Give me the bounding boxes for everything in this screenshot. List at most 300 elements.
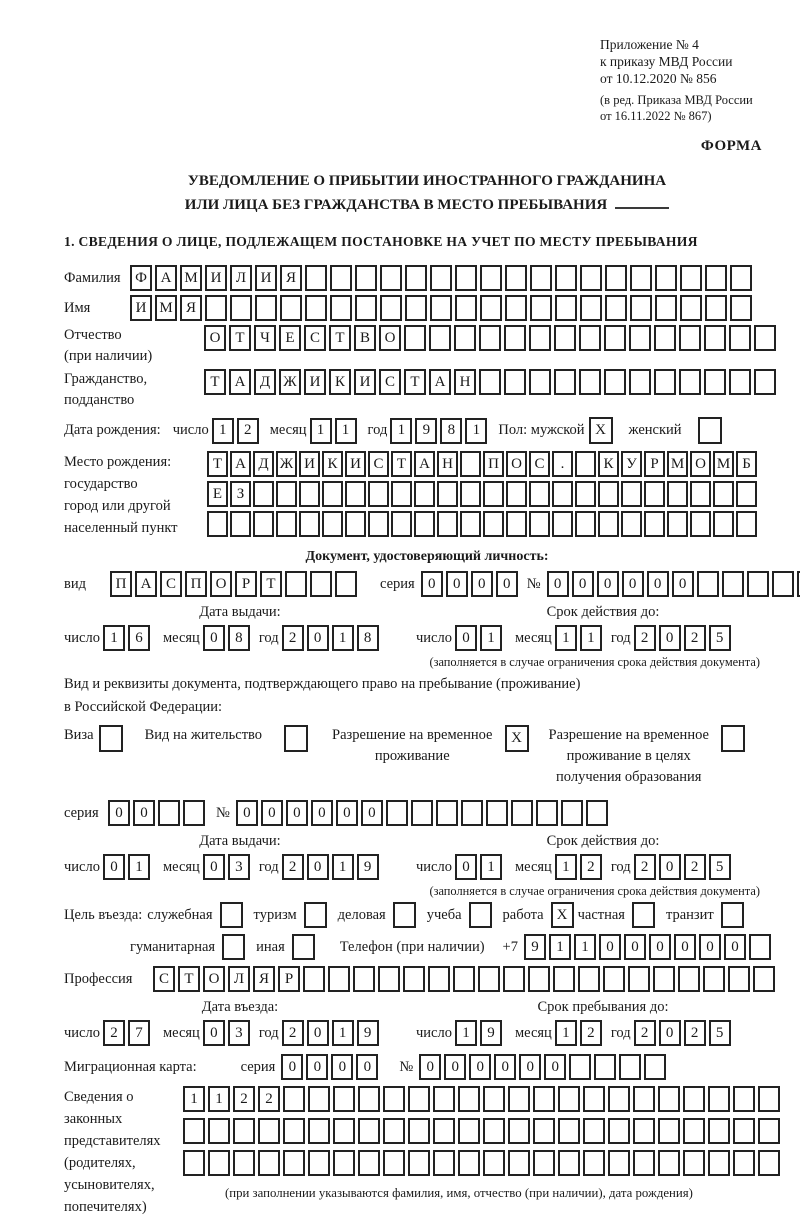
char-box[interactable] bbox=[504, 325, 526, 351]
char-box[interactable] bbox=[345, 511, 366, 537]
char-box[interactable]: 0 bbox=[307, 1020, 329, 1046]
char-box[interactable] bbox=[722, 571, 744, 597]
char-box[interactable] bbox=[479, 369, 501, 395]
char-box[interactable] bbox=[158, 800, 180, 826]
char-box[interactable] bbox=[578, 966, 600, 992]
char-box[interactable]: 1 bbox=[549, 934, 571, 960]
char-box[interactable] bbox=[533, 1118, 555, 1144]
char-box[interactable]: 1 bbox=[332, 1020, 354, 1046]
char-box[interactable] bbox=[308, 1086, 330, 1112]
char-box[interactable] bbox=[503, 966, 525, 992]
char-box[interactable]: 1 bbox=[465, 418, 487, 444]
char-box[interactable] bbox=[283, 1086, 305, 1112]
char-box[interactable]: 0 bbox=[624, 934, 646, 960]
char-box[interactable] bbox=[205, 295, 227, 321]
char-box[interactable] bbox=[285, 571, 307, 597]
char-box[interactable]: 1 bbox=[480, 854, 502, 880]
char-box[interactable]: П bbox=[483, 451, 504, 477]
char-box[interactable] bbox=[330, 295, 352, 321]
char-box[interactable]: 1 bbox=[332, 625, 354, 651]
char-box[interactable]: Р bbox=[278, 966, 300, 992]
char-box[interactable] bbox=[529, 369, 551, 395]
char-box[interactable]: 3 bbox=[228, 854, 250, 880]
char-box[interactable]: 0 bbox=[622, 571, 644, 597]
char-box[interactable]: 0 bbox=[306, 1054, 328, 1080]
char-box[interactable] bbox=[386, 800, 408, 826]
purpose-official-checkbox[interactable] bbox=[220, 902, 243, 928]
char-box[interactable]: 1 bbox=[580, 625, 602, 651]
char-box[interactable] bbox=[628, 966, 650, 992]
char-box[interactable] bbox=[680, 265, 702, 291]
char-box[interactable] bbox=[258, 1150, 280, 1176]
char-box[interactable]: Ж bbox=[279, 369, 301, 395]
char-box[interactable] bbox=[433, 1118, 455, 1144]
char-box[interactable] bbox=[729, 325, 751, 351]
char-box[interactable] bbox=[713, 511, 734, 537]
char-box[interactable] bbox=[508, 1086, 530, 1112]
char-box[interactable]: С bbox=[529, 451, 550, 477]
char-box[interactable] bbox=[697, 571, 719, 597]
char-box[interactable] bbox=[555, 295, 577, 321]
char-box[interactable] bbox=[299, 481, 320, 507]
char-box[interactable] bbox=[772, 571, 794, 597]
char-box[interactable]: Т bbox=[229, 325, 251, 351]
char-box[interactable] bbox=[322, 511, 343, 537]
char-box[interactable]: 0 bbox=[544, 1054, 566, 1080]
char-box[interactable]: 0 bbox=[471, 571, 493, 597]
char-box[interactable] bbox=[430, 295, 452, 321]
char-box[interactable] bbox=[736, 481, 757, 507]
char-box[interactable] bbox=[530, 295, 552, 321]
char-box[interactable] bbox=[345, 481, 366, 507]
char-box[interactable]: О bbox=[203, 966, 225, 992]
char-box[interactable]: 0 bbox=[547, 571, 569, 597]
char-box[interactable] bbox=[255, 295, 277, 321]
char-box[interactable]: 2 bbox=[258, 1086, 280, 1112]
char-box[interactable] bbox=[508, 1150, 530, 1176]
char-box[interactable] bbox=[408, 1086, 430, 1112]
char-box[interactable]: 1 bbox=[574, 934, 596, 960]
char-box[interactable] bbox=[430, 265, 452, 291]
char-box[interactable] bbox=[604, 369, 626, 395]
char-box[interactable] bbox=[433, 1150, 455, 1176]
char-box[interactable]: 0 bbox=[307, 625, 329, 651]
char-box[interactable] bbox=[391, 511, 412, 537]
char-box[interactable] bbox=[460, 481, 481, 507]
char-box[interactable] bbox=[378, 966, 400, 992]
char-box[interactable]: 0 bbox=[133, 800, 155, 826]
char-box[interactable]: Е bbox=[207, 481, 228, 507]
char-box[interactable] bbox=[733, 1086, 755, 1112]
char-box[interactable]: К bbox=[598, 451, 619, 477]
char-box[interactable]: 0 bbox=[659, 625, 681, 651]
char-box[interactable] bbox=[405, 295, 427, 321]
char-box[interactable] bbox=[355, 295, 377, 321]
char-box[interactable]: М bbox=[667, 451, 688, 477]
char-box[interactable]: Л bbox=[228, 966, 250, 992]
char-box[interactable]: 0 bbox=[599, 934, 621, 960]
char-box[interactable] bbox=[308, 1150, 330, 1176]
char-box[interactable] bbox=[678, 966, 700, 992]
char-box[interactable]: А bbox=[229, 369, 251, 395]
char-box[interactable] bbox=[433, 1086, 455, 1112]
char-box[interactable] bbox=[280, 295, 302, 321]
char-box[interactable] bbox=[330, 265, 352, 291]
char-box[interactable] bbox=[758, 1086, 780, 1112]
char-box[interactable] bbox=[797, 571, 800, 597]
char-box[interactable]: 9 bbox=[524, 934, 546, 960]
char-box[interactable] bbox=[454, 325, 476, 351]
char-box[interactable]: К bbox=[322, 451, 343, 477]
purpose-transit-checkbox[interactable] bbox=[721, 902, 744, 928]
char-box[interactable] bbox=[308, 1118, 330, 1144]
char-box[interactable] bbox=[536, 800, 558, 826]
char-box[interactable] bbox=[358, 1086, 380, 1112]
char-box[interactable]: А bbox=[230, 451, 251, 477]
char-box[interactable]: 0 bbox=[647, 571, 669, 597]
char-box[interactable]: 0 bbox=[699, 934, 721, 960]
char-box[interactable] bbox=[183, 1150, 205, 1176]
char-box[interactable] bbox=[207, 511, 228, 537]
char-box[interactable] bbox=[483, 511, 504, 537]
char-box[interactable] bbox=[504, 369, 526, 395]
char-box[interactable]: 1 bbox=[332, 854, 354, 880]
char-box[interactable]: 5 bbox=[709, 854, 731, 880]
char-box[interactable]: П bbox=[185, 571, 207, 597]
char-box[interactable]: 0 bbox=[203, 854, 225, 880]
char-box[interactable]: Т bbox=[329, 325, 351, 351]
char-box[interactable]: И bbox=[130, 295, 152, 321]
char-box[interactable] bbox=[183, 1118, 205, 1144]
char-box[interactable]: С bbox=[304, 325, 326, 351]
char-box[interactable]: 1 bbox=[335, 418, 357, 444]
char-box[interactable] bbox=[460, 451, 481, 477]
char-box[interactable]: О bbox=[210, 571, 232, 597]
char-box[interactable] bbox=[754, 369, 776, 395]
char-box[interactable] bbox=[598, 511, 619, 537]
char-box[interactable]: 0 bbox=[496, 571, 518, 597]
char-box[interactable]: Я bbox=[253, 966, 275, 992]
char-box[interactable] bbox=[703, 966, 725, 992]
char-box[interactable] bbox=[233, 1118, 255, 1144]
char-box[interactable]: 6 bbox=[128, 625, 150, 651]
char-box[interactable] bbox=[753, 966, 775, 992]
char-box[interactable] bbox=[533, 1086, 555, 1112]
char-box[interactable]: 2 bbox=[634, 625, 656, 651]
char-box[interactable] bbox=[333, 1086, 355, 1112]
char-box[interactable] bbox=[629, 369, 651, 395]
char-box[interactable]: С bbox=[153, 966, 175, 992]
char-box[interactable] bbox=[428, 966, 450, 992]
char-box[interactable] bbox=[558, 1118, 580, 1144]
char-box[interactable] bbox=[644, 511, 665, 537]
char-box[interactable] bbox=[555, 265, 577, 291]
char-box[interactable]: 0 bbox=[336, 800, 358, 826]
char-box[interactable]: Б bbox=[736, 451, 757, 477]
char-box[interactable] bbox=[705, 265, 727, 291]
char-box[interactable] bbox=[667, 511, 688, 537]
char-box[interactable] bbox=[561, 800, 583, 826]
char-box[interactable] bbox=[455, 265, 477, 291]
char-box[interactable]: И bbox=[354, 369, 376, 395]
char-box[interactable] bbox=[283, 1150, 305, 1176]
char-box[interactable] bbox=[479, 325, 501, 351]
char-box[interactable] bbox=[633, 1086, 655, 1112]
char-box[interactable]: 1 bbox=[212, 418, 234, 444]
char-box[interactable] bbox=[667, 481, 688, 507]
char-box[interactable] bbox=[358, 1118, 380, 1144]
char-box[interactable]: Е bbox=[279, 325, 301, 351]
char-box[interactable] bbox=[355, 265, 377, 291]
purpose-study-checkbox[interactable] bbox=[469, 902, 492, 928]
char-box[interactable] bbox=[380, 265, 402, 291]
char-box[interactable]: 0 bbox=[724, 934, 746, 960]
char-box[interactable]: 2 bbox=[233, 1086, 255, 1112]
char-box[interactable]: 2 bbox=[634, 1020, 656, 1046]
char-box[interactable]: 0 bbox=[203, 1020, 225, 1046]
char-box[interactable]: С bbox=[160, 571, 182, 597]
char-box[interactable] bbox=[708, 1086, 730, 1112]
char-box[interactable] bbox=[478, 966, 500, 992]
char-box[interactable] bbox=[683, 1118, 705, 1144]
char-box[interactable] bbox=[598, 481, 619, 507]
char-box[interactable] bbox=[230, 511, 251, 537]
char-box[interactable] bbox=[183, 800, 205, 826]
char-box[interactable]: А bbox=[135, 571, 157, 597]
char-box[interactable] bbox=[483, 1086, 505, 1112]
char-box[interactable]: 1 bbox=[555, 1020, 577, 1046]
char-box[interactable] bbox=[528, 966, 550, 992]
char-box[interactable] bbox=[411, 800, 433, 826]
char-box[interactable] bbox=[583, 1086, 605, 1112]
char-box[interactable] bbox=[644, 481, 665, 507]
char-box[interactable] bbox=[368, 481, 389, 507]
char-box[interactable] bbox=[683, 1086, 705, 1112]
char-box[interactable]: А bbox=[429, 369, 451, 395]
char-box[interactable]: 1 bbox=[128, 854, 150, 880]
char-box[interactable]: 0 bbox=[455, 854, 477, 880]
char-box[interactable]: С bbox=[368, 451, 389, 477]
char-box[interactable] bbox=[658, 1118, 680, 1144]
char-box[interactable]: 0 bbox=[103, 854, 125, 880]
char-box[interactable]: И bbox=[299, 451, 320, 477]
char-box[interactable] bbox=[654, 325, 676, 351]
char-box[interactable] bbox=[233, 1150, 255, 1176]
char-box[interactable] bbox=[253, 481, 274, 507]
char-box[interactable] bbox=[653, 966, 675, 992]
char-box[interactable] bbox=[733, 1150, 755, 1176]
char-box[interactable]: 9 bbox=[415, 418, 437, 444]
char-box[interactable]: 0 bbox=[311, 800, 333, 826]
char-box[interactable] bbox=[704, 369, 726, 395]
char-box[interactable] bbox=[483, 1150, 505, 1176]
char-box[interactable] bbox=[608, 1086, 630, 1112]
char-box[interactable] bbox=[580, 265, 602, 291]
char-box[interactable]: 1 bbox=[555, 625, 577, 651]
char-box[interactable]: О bbox=[690, 451, 711, 477]
char-box[interactable]: Я bbox=[280, 265, 302, 291]
char-box[interactable]: Л bbox=[230, 265, 252, 291]
char-box[interactable]: 0 bbox=[674, 934, 696, 960]
char-box[interactable]: 5 bbox=[709, 1020, 731, 1046]
char-box[interactable]: Р bbox=[644, 451, 665, 477]
char-box[interactable]: 0 bbox=[421, 571, 443, 597]
char-box[interactable] bbox=[511, 800, 533, 826]
char-box[interactable] bbox=[644, 1054, 666, 1080]
char-box[interactable]: В bbox=[354, 325, 376, 351]
char-box[interactable] bbox=[749, 934, 771, 960]
char-box[interactable]: 0 bbox=[519, 1054, 541, 1080]
char-box[interactable]: 0 bbox=[659, 854, 681, 880]
char-box[interactable]: 1 bbox=[310, 418, 332, 444]
char-box[interactable] bbox=[333, 1118, 355, 1144]
visa-checkbox[interactable] bbox=[99, 725, 123, 752]
char-box[interactable]: 8 bbox=[357, 625, 379, 651]
char-box[interactable]: М bbox=[155, 295, 177, 321]
char-box[interactable] bbox=[730, 265, 752, 291]
char-box[interactable] bbox=[460, 511, 481, 537]
char-box[interactable] bbox=[708, 1118, 730, 1144]
char-box[interactable]: З bbox=[230, 481, 251, 507]
purpose-work-checkbox[interactable]: X bbox=[551, 902, 574, 928]
char-box[interactable]: А bbox=[155, 265, 177, 291]
char-box[interactable] bbox=[505, 265, 527, 291]
char-box[interactable] bbox=[713, 481, 734, 507]
char-box[interactable] bbox=[730, 295, 752, 321]
char-box[interactable] bbox=[299, 511, 320, 537]
char-box[interactable] bbox=[437, 511, 458, 537]
char-box[interactable] bbox=[621, 481, 642, 507]
char-box[interactable] bbox=[655, 295, 677, 321]
char-box[interactable] bbox=[310, 571, 332, 597]
char-box[interactable]: Т bbox=[204, 369, 226, 395]
char-box[interactable]: 0 bbox=[236, 800, 258, 826]
char-box[interactable] bbox=[358, 1150, 380, 1176]
char-box[interactable] bbox=[480, 265, 502, 291]
char-box[interactable] bbox=[533, 1150, 555, 1176]
char-box[interactable] bbox=[690, 511, 711, 537]
char-box[interactable]: 1 bbox=[390, 418, 412, 444]
char-box[interactable]: 2 bbox=[580, 854, 602, 880]
char-box[interactable] bbox=[552, 511, 573, 537]
char-box[interactable] bbox=[733, 1118, 755, 1144]
char-box[interactable] bbox=[391, 481, 412, 507]
char-box[interactable] bbox=[655, 265, 677, 291]
char-box[interactable]: Я bbox=[180, 295, 202, 321]
char-box[interactable]: У bbox=[621, 451, 642, 477]
temp-permit-checkbox[interactable]: X bbox=[505, 725, 529, 752]
char-box[interactable] bbox=[328, 966, 350, 992]
char-box[interactable] bbox=[608, 1150, 630, 1176]
char-box[interactable] bbox=[461, 800, 483, 826]
char-box[interactable]: 1 bbox=[555, 854, 577, 880]
char-box[interactable] bbox=[554, 369, 576, 395]
char-box[interactable]: Н bbox=[454, 369, 476, 395]
char-box[interactable]: 1 bbox=[455, 1020, 477, 1046]
char-box[interactable]: Т bbox=[404, 369, 426, 395]
char-box[interactable]: 0 bbox=[494, 1054, 516, 1080]
char-box[interactable] bbox=[586, 800, 608, 826]
char-box[interactable] bbox=[758, 1150, 780, 1176]
purpose-other-checkbox[interactable] bbox=[292, 934, 315, 960]
char-box[interactable] bbox=[230, 295, 252, 321]
char-box[interactable] bbox=[705, 295, 727, 321]
char-box[interactable] bbox=[276, 511, 297, 537]
char-box[interactable]: И bbox=[345, 451, 366, 477]
char-box[interactable]: 0 bbox=[281, 1054, 303, 1080]
char-box[interactable] bbox=[604, 325, 626, 351]
char-box[interactable] bbox=[621, 511, 642, 537]
char-box[interactable]: О bbox=[506, 451, 527, 477]
char-box[interactable]: Т bbox=[391, 451, 412, 477]
char-box[interactable]: 1 bbox=[208, 1086, 230, 1112]
char-box[interactable]: 0 bbox=[572, 571, 594, 597]
char-box[interactable] bbox=[558, 1086, 580, 1112]
char-box[interactable]: М bbox=[180, 265, 202, 291]
char-box[interactable]: А bbox=[414, 451, 435, 477]
char-box[interactable]: 7 bbox=[128, 1020, 150, 1046]
char-box[interactable]: Т bbox=[207, 451, 228, 477]
char-box[interactable]: О bbox=[379, 325, 401, 351]
char-box[interactable]: 9 bbox=[357, 1020, 379, 1046]
char-box[interactable]: 0 bbox=[361, 800, 383, 826]
char-box[interactable] bbox=[404, 325, 426, 351]
char-box[interactable] bbox=[506, 511, 527, 537]
char-box[interactable]: 0 bbox=[331, 1054, 353, 1080]
purpose-tourism-checkbox[interactable] bbox=[304, 902, 327, 928]
char-box[interactable] bbox=[458, 1086, 480, 1112]
char-box[interactable]: 0 bbox=[419, 1054, 441, 1080]
char-box[interactable] bbox=[553, 966, 575, 992]
char-box[interactable] bbox=[580, 295, 602, 321]
char-box[interactable]: М bbox=[713, 451, 734, 477]
char-box[interactable]: 9 bbox=[357, 854, 379, 880]
char-box[interactable]: 0 bbox=[597, 571, 619, 597]
char-box[interactable] bbox=[408, 1150, 430, 1176]
char-box[interactable] bbox=[429, 325, 451, 351]
temp-permit-edu-checkbox[interactable] bbox=[721, 725, 745, 752]
char-box[interactable] bbox=[654, 369, 676, 395]
char-box[interactable]: 2 bbox=[282, 854, 304, 880]
char-box[interactable] bbox=[704, 325, 726, 351]
char-box[interactable] bbox=[403, 966, 425, 992]
char-box[interactable]: 0 bbox=[261, 800, 283, 826]
char-box[interactable] bbox=[736, 511, 757, 537]
char-box[interactable] bbox=[383, 1086, 405, 1112]
char-box[interactable]: И bbox=[255, 265, 277, 291]
char-box[interactable]: 0 bbox=[286, 800, 308, 826]
char-box[interactable] bbox=[583, 1150, 605, 1176]
char-box[interactable]: 1 bbox=[183, 1086, 205, 1112]
char-box[interactable] bbox=[283, 1118, 305, 1144]
char-box[interactable]: К bbox=[329, 369, 351, 395]
char-box[interactable]: 2 bbox=[237, 418, 259, 444]
char-box[interactable] bbox=[583, 1118, 605, 1144]
char-box[interactable] bbox=[506, 481, 527, 507]
char-box[interactable]: П bbox=[110, 571, 132, 597]
char-box[interactable] bbox=[728, 966, 750, 992]
char-box[interactable]: . bbox=[552, 451, 573, 477]
char-box[interactable] bbox=[258, 1118, 280, 1144]
char-box[interactable] bbox=[658, 1150, 680, 1176]
char-box[interactable] bbox=[480, 295, 502, 321]
char-box[interactable] bbox=[380, 295, 402, 321]
char-box[interactable] bbox=[579, 369, 601, 395]
char-box[interactable]: 0 bbox=[356, 1054, 378, 1080]
char-box[interactable]: 0 bbox=[444, 1054, 466, 1080]
char-box[interactable] bbox=[305, 295, 327, 321]
char-box[interactable] bbox=[579, 325, 601, 351]
